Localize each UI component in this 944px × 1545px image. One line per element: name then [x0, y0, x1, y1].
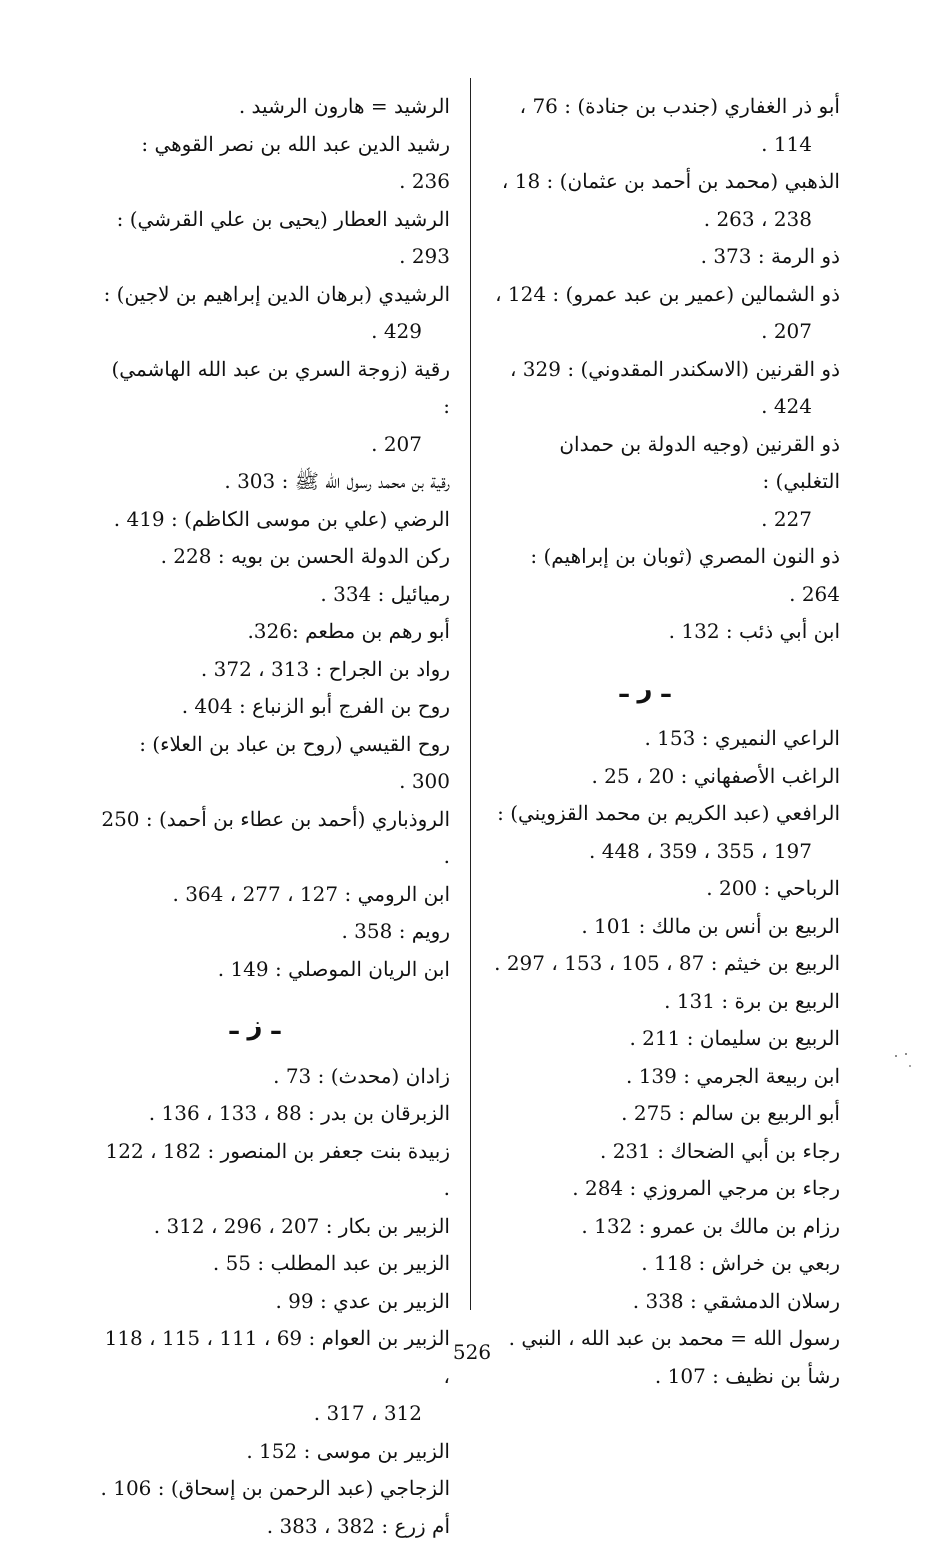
- index-entry: الزبير بن العوام : 69 ، 111 ، 115 ، 118 ،: [100, 1320, 450, 1395]
- index-entry: الزبير بن بكار : 207 ، 296 ، 312 .: [100, 1208, 450, 1246]
- index-entry: رشأ بن نظيف : 107 .: [490, 1358, 840, 1396]
- index-entry: أبو ذر الغفاري (جندب بن جنادة) : 76 ،: [490, 88, 840, 126]
- section-letter-zay: ـ ز ـ: [100, 1008, 450, 1046]
- index-entry: ابن ربيعة الجرمي : 139 .: [490, 1058, 840, 1096]
- index-entry: الزجاجي (عبد الرحمن بن إسحاق) : 106 .: [100, 1470, 450, 1508]
- index-entry-continuation: 227 .: [490, 501, 840, 539]
- scan-specks: [892, 1050, 916, 1074]
- left-entries-list: [100, 88, 450, 988]
- index-entry: أبو رهم بن مطعم :326.: [100, 613, 450, 651]
- page-number: 526: [0, 1340, 944, 1364]
- index-entry: الزبرقان بن بدر : 88 ، 133 ، 136 .: [100, 1095, 450, 1133]
- index-entry-continuation: 114 .: [490, 126, 840, 164]
- index-entry: رزام بن مالك بن عمرو : 132 .: [490, 1208, 840, 1246]
- index-entry: ابن الريان الموصلي : 149 .: [100, 951, 450, 989]
- index-entry: ذو القرنين (الاسكندر المقدوني) : 329 ،: [490, 351, 840, 389]
- index-entry: الربيع بن برة : 131 .: [490, 983, 840, 1021]
- section-letter-ra: ـ ر ـ: [490, 671, 840, 709]
- index-entry-continuation: 207 .: [100, 426, 450, 464]
- index-entry: روح القيسي (روح بن عباد بن العلاء) : 300 .: [100, 726, 450, 801]
- index-entry: الزبير بن عبد المطلب : 55 .: [100, 1245, 450, 1283]
- index-entry: الزبير بن عدي : 99 .: [100, 1283, 450, 1321]
- index-entry: الرباحي : 200 .: [490, 870, 840, 908]
- index-entry: زبيدة بنت جعفر بن المنصور : 182 ، 122 .: [100, 1133, 450, 1208]
- index-entry: رقية بن محمد رسول الله ﷺ : 303 .: [100, 463, 450, 501]
- index-entry-continuation: 424 .: [490, 388, 840, 426]
- index-entry: أبو الربيع بن سالم : 275 .: [490, 1095, 840, 1133]
- right-entries-list: [490, 88, 840, 651]
- index-entry: ذو النون المصري (ثوبان بن إبراهيم) : 264 .: [490, 538, 840, 613]
- index-entry: الرافعي (عبد الكريم بن محمد القزويني) :: [490, 795, 840, 833]
- index-entry: زادان (محدث) : 73 .: [100, 1058, 450, 1096]
- index-entry: روح بن الفرج أبو الزنباع : 404 .: [100, 688, 450, 726]
- left-section-entries: [100, 1058, 450, 1545]
- index-entry: الربيع بن خيثم : 87 ، 105 ، 153 ، 297 .: [490, 945, 840, 983]
- index-entry: الربيع بن سليمان : 211 .: [490, 1020, 840, 1058]
- index-entry: الذهبي (محمد بن أحمد بن عثمان) : 18 ،: [490, 163, 840, 201]
- index-entry: ذو الرمة : 373 .: [490, 238, 840, 276]
- index-entry: رسول الله = محمد بن عبد الله ، النبي .: [490, 1320, 840, 1358]
- column-divider: [470, 78, 471, 1310]
- index-entry-continuation: 207 .: [490, 313, 840, 351]
- index-entry: رجاء بن أبي الضحاك : 231 .: [490, 1133, 840, 1171]
- index-entry: الرشيد العطار (يحيى بن علي القرشي) : 293 .: [100, 201, 450, 276]
- index-entry: الرشيد = هارون الرشيد .: [100, 88, 450, 126]
- index-entry: الرضي (علي بن موسى الكاظم) : 419 .: [100, 501, 450, 539]
- index-entry-continuation: 197 ، 355 ، 359 ، 448 .: [490, 833, 840, 871]
- index-entry: ابن أبي ذئب : 132 .: [490, 613, 840, 651]
- index-entry: ذو الشمالين (عمير بن عبد عمرو) : 124 ،: [490, 276, 840, 314]
- index-entry: أم زرع : 382 ، 383 .: [100, 1508, 450, 1545]
- index-entry: رواد بن الجراح : 313 ، 372 .: [100, 651, 450, 689]
- index-entry: رويم : 358 .: [100, 913, 450, 951]
- left-column: [100, 88, 450, 1545]
- index-entry: الراعي النميري : 153 .: [490, 720, 840, 758]
- index-entry: رسلان الدمشقي : 338 .: [490, 1283, 840, 1321]
- index-entry: رميائيل : 334 .: [100, 576, 450, 614]
- index-entry: الزبير بن موسى : 152 .: [100, 1433, 450, 1471]
- right-section-entries: [490, 720, 840, 1395]
- index-entry: رقية (زوجة السري بن عبد الله الهاشمي) :: [100, 351, 450, 426]
- index-entry: رجاء بن مرجي المروزي : 284 .: [490, 1170, 840, 1208]
- index-entry: الراغب الأصفهاني : 20 ، 25 .: [490, 758, 840, 796]
- index-entry: رشيد الدين عبد الله بن نصر القوهي : 236 .: [100, 126, 450, 201]
- index-entry-continuation: 238 ، 263 .: [490, 201, 840, 239]
- index-entry: ابن الرومي : 127 ، 277 ، 364 .: [100, 876, 450, 914]
- index-entry: الروذباري (أحمد بن عطاء بن أحمد) : 250 .: [100, 801, 450, 876]
- index-entry: ركن الدولة الحسن بن بويه : 228 .: [100, 538, 450, 576]
- index-entry: الرشيدي (برهان الدين إبراهيم بن لاجين) :: [100, 276, 450, 314]
- index-entry-continuation: 312 ، 317 .: [100, 1395, 450, 1433]
- right-column: [490, 88, 840, 1395]
- index-entry-continuation: 429 .: [100, 313, 450, 351]
- index-entry: ربعي بن خراش : 118 .: [490, 1245, 840, 1283]
- index-entry: ذو القرنين (وجيه الدولة بن حمدان التغلبي) :: [490, 426, 840, 501]
- index-entry: الربيع بن أنس بن مالك : 101 .: [490, 908, 840, 946]
